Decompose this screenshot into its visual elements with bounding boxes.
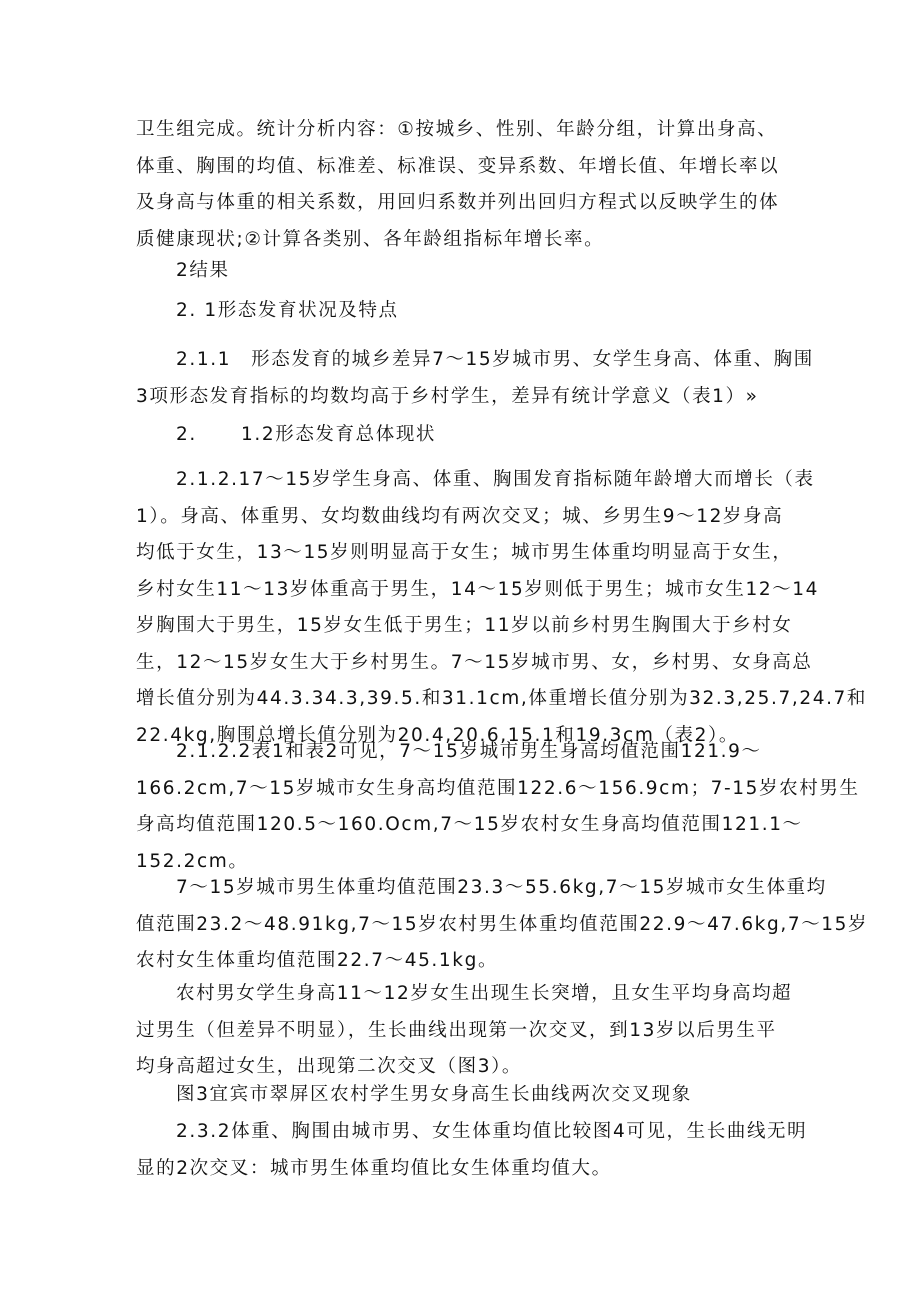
heading-results: 2结果 bbox=[176, 260, 230, 281]
paragraph-2-1-2-2 bbox=[136, 734, 860, 880]
paragraph-rural-height bbox=[136, 976, 793, 1086]
text-line: 2.3.2体重、胸围由城市男、女生体重均值比较图4可见，生长曲线无明 bbox=[176, 1121, 808, 1142]
text-line: 1）。身高、体重男、女均数曲线均有两次交叉；城、乡男生9～12岁身高 bbox=[136, 505, 784, 527]
text-line: 值范围23.2～48.91kg,7～15岁农村男生体重均值范围22.9～47.6kg,7～15岁 bbox=[136, 913, 869, 935]
text-line: 152.2cm。 bbox=[136, 850, 249, 872]
text-line: 乡村女生11～13岁体重高于男生，14～15岁则低于男生；城市女生12～14 bbox=[136, 578, 820, 600]
paragraph-2-3-2 bbox=[136, 1114, 808, 1187]
text-line: 过男生（但差异不明显），生长曲线出现第一次交叉，到13岁以后男生平 bbox=[136, 1019, 777, 1041]
text-line: 2.1.1 形态发育的城乡差异7～15岁城市男、女学生身高、体重、胸围 bbox=[176, 349, 814, 370]
text-line: 2.1.2.2表1和表2可见，7～15岁城市男生身高均值范围121.9～ bbox=[176, 741, 762, 762]
text-line: 3项形态发育指标的均数均高于乡村学生，差异有统计学意义（表1）» bbox=[136, 385, 759, 407]
paragraph-2-1-2-1 bbox=[136, 462, 868, 754]
text-line: 及身高与体重的相关系数，用回归系数并列出回归方程式以反映学生的体 bbox=[136, 192, 780, 213]
text-line: 生，12～15岁女生大于乡村男生。7～15岁城市男、女，乡村男、女身高总 bbox=[136, 651, 813, 673]
text-line: 22.4kg,胸围总增长值分别为20.4,20.6,15.1和19.3cm（表2）。 bbox=[136, 724, 739, 746]
paragraph-weight bbox=[136, 870, 869, 980]
text-line: 显的2次交叉：城市男生体重均值比女生体重均值大。 bbox=[136, 1157, 612, 1179]
text-line: 质健康现状;②计算各类别、各年龄组指标年增长率。 bbox=[136, 228, 605, 250]
text-line: 均身高超过女生，出现第二次交叉（图3）。 bbox=[136, 1056, 523, 1077]
text-line: 农村女生体重均值范围22.7～45.1kg。 bbox=[136, 950, 499, 971]
text-line: 身高均值范围120.5～160.Ocm,7～15岁农村女生身高均值范围121.1～ bbox=[136, 814, 803, 835]
text-line: 农村男女学生身高11～12岁女生出现生长突增，且女生平均身高均超 bbox=[176, 983, 793, 1004]
text-line: 2.1.2.17～15岁学生身高、体重、胸围发育指标随年龄增大而增长（表 bbox=[176, 469, 815, 490]
paragraph-methods bbox=[136, 112, 788, 258]
heading-2-1: 2. 1形态发育状况及特点 bbox=[176, 300, 399, 321]
text-line: 体重、胸围的均值、标准差、标准误、变异系数、年增长值、年增长率以 bbox=[136, 155, 780, 177]
heading-2-1-2: 1.2形态发育总体现状 bbox=[241, 424, 437, 445]
text-line: 166.2cm,7～15岁城市女生身高均值范围122.6～156.9cm；7-15岁农村男生 bbox=[136, 777, 860, 799]
figure-3-caption: 图3宜宾市翠屏区农村学生男女身高生长曲线两次交叉现象 bbox=[176, 1084, 692, 1105]
heading-2-1-2-prefix: 2. bbox=[176, 424, 197, 445]
text-line: 卫生组完成。统计分析内容：①按城乡、性别、年龄分组，计算出身高、 bbox=[136, 119, 778, 140]
text-line: 均低于女生，13～15岁则明显高于女生；城市男生体重均明显高于女生， bbox=[136, 542, 793, 563]
text-line: 7～15岁城市男生体重均值范围23.3～55.6kg,7～15岁城市女生体重均 bbox=[176, 877, 827, 898]
paragraph-2-1-1 bbox=[136, 342, 814, 415]
text-line: 岁胸围大于男生，15岁女生低于男生；11岁以前乡村男生胸围大于乡村女 bbox=[136, 615, 793, 636]
text-line: 增长值分别为44.3.34.3,39.5.和31.1cm,体重增长值分别为32.3,25.7,24.7和 bbox=[136, 688, 868, 709]
